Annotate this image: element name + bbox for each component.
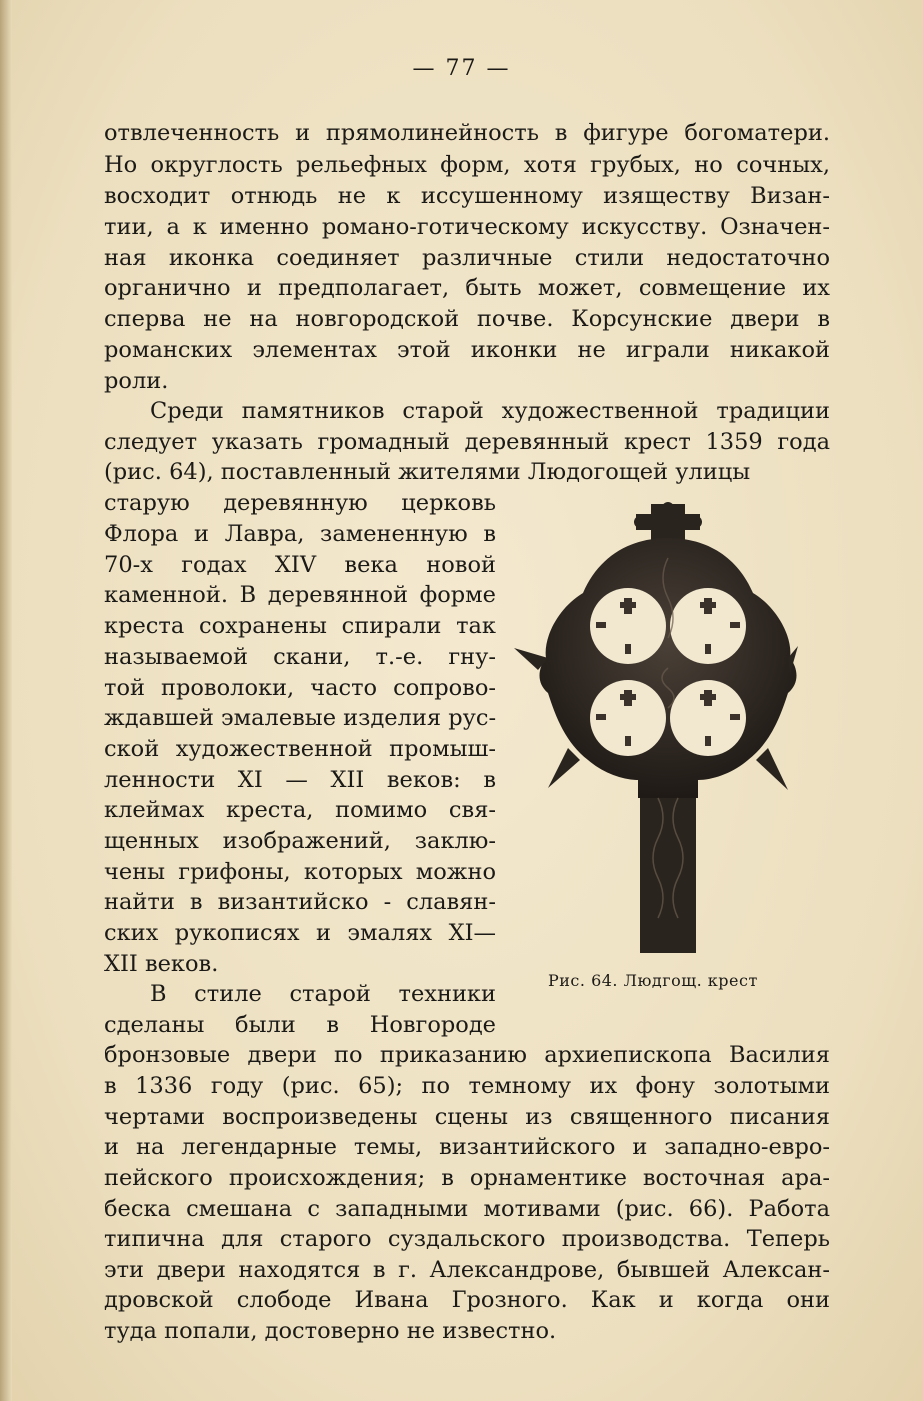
- page-edge-shadow: [0, 0, 12, 1401]
- text-line: ской художественной промыш-: [104, 736, 496, 762]
- text-line: туда попали, достоверно не известно.: [104, 1318, 557, 1344]
- text-line: эти двери находятся в г. Александрове, бывшей Алексан-: [104, 1257, 830, 1283]
- text-line: щенных изображений, заклю-: [104, 828, 496, 854]
- text-line: ная иконка соединяет различные стили недостаточно: [104, 245, 830, 271]
- text-line: чены грифоны, которых можно: [104, 859, 496, 885]
- text-line: отвлеченность и прямолинейность в фигуре богоматери.: [104, 120, 830, 146]
- text-line: старую деревянную церковь: [104, 490, 496, 516]
- carved-cross-icon: [508, 498, 800, 958]
- text-line: и на легендарные темы, византийского и западно-евро-: [104, 1134, 830, 1160]
- text-line: в 1336 году (рис. 65); по темному их фону золотыми: [104, 1073, 830, 1099]
- text-line: следует указать громадный деревянный крест 1359 года: [104, 429, 830, 455]
- text-line: называемой скани, т.-е. гну-: [104, 644, 496, 670]
- text-line: Среди памятников старой художественной традиции: [150, 398, 830, 424]
- text-line: чертами воспроизведены сцены из священного писания: [104, 1104, 830, 1130]
- text-line: ских рукописях и эмалях XI—: [104, 920, 496, 946]
- text-line: найти в византийско - славян-: [104, 889, 496, 915]
- text-line: 70-х годах XIV века новой: [104, 552, 496, 578]
- text-line: той проволоки, часто сопрово-: [104, 675, 496, 701]
- text-line: пейского происхождения; в орнаментике восточная ара-: [104, 1165, 830, 1191]
- text-line: дровской слободе Ивана Грозного. Как и когда они: [104, 1287, 830, 1313]
- text-line: типична для старого суздальского производства. Теперь: [104, 1226, 830, 1252]
- text-line: креста сохранены спирали так: [104, 613, 496, 639]
- text-line: сделаны были в Новгороде: [104, 1012, 496, 1038]
- text-line: бронзовые двери по приказанию архиепископа Василия: [104, 1042, 830, 1068]
- text-line: (рис. 64), поставленный жителями Людогощей улицы: [104, 459, 751, 485]
- text-line: Но округлость рельефных форм, хотя грубых, но сочных,: [104, 152, 830, 178]
- text-line: роли.: [104, 368, 169, 394]
- text-line: органично и предполагает, быть может, совмещение их: [104, 275, 830, 301]
- figure-caption: Рис. 64. Людгощ. крест: [548, 971, 758, 990]
- text-line: XII веков.: [104, 951, 219, 977]
- text-line: ждавшей эмалевые изделия рус-: [104, 705, 497, 731]
- text-line: Флора и Лавра, замененную в: [104, 521, 496, 547]
- text-line: романских элементах этой иконки не играли никакой: [104, 337, 830, 363]
- text-line: клеймах креста, помимо свя-: [104, 797, 496, 823]
- text-line: каменной. В деревянной форме: [104, 582, 496, 608]
- text-line: восходит отнюдь не к иссушенному изяществу Визан-: [104, 183, 830, 209]
- text-line: сперва не на новгородской почве. Корсунские двери в: [104, 306, 830, 332]
- text-line: беска смешана с западными мотивами (рис. 66). Работа: [104, 1196, 830, 1222]
- text-line: В стиле старой техники: [150, 981, 496, 1007]
- text-line: тии, а к именно романо-готическому искусству. Означен-: [104, 214, 830, 240]
- cross-figure: [508, 498, 800, 958]
- text-line: ленности XI — XII веков: в: [104, 767, 496, 793]
- page-number: — 77 —: [412, 56, 511, 81]
